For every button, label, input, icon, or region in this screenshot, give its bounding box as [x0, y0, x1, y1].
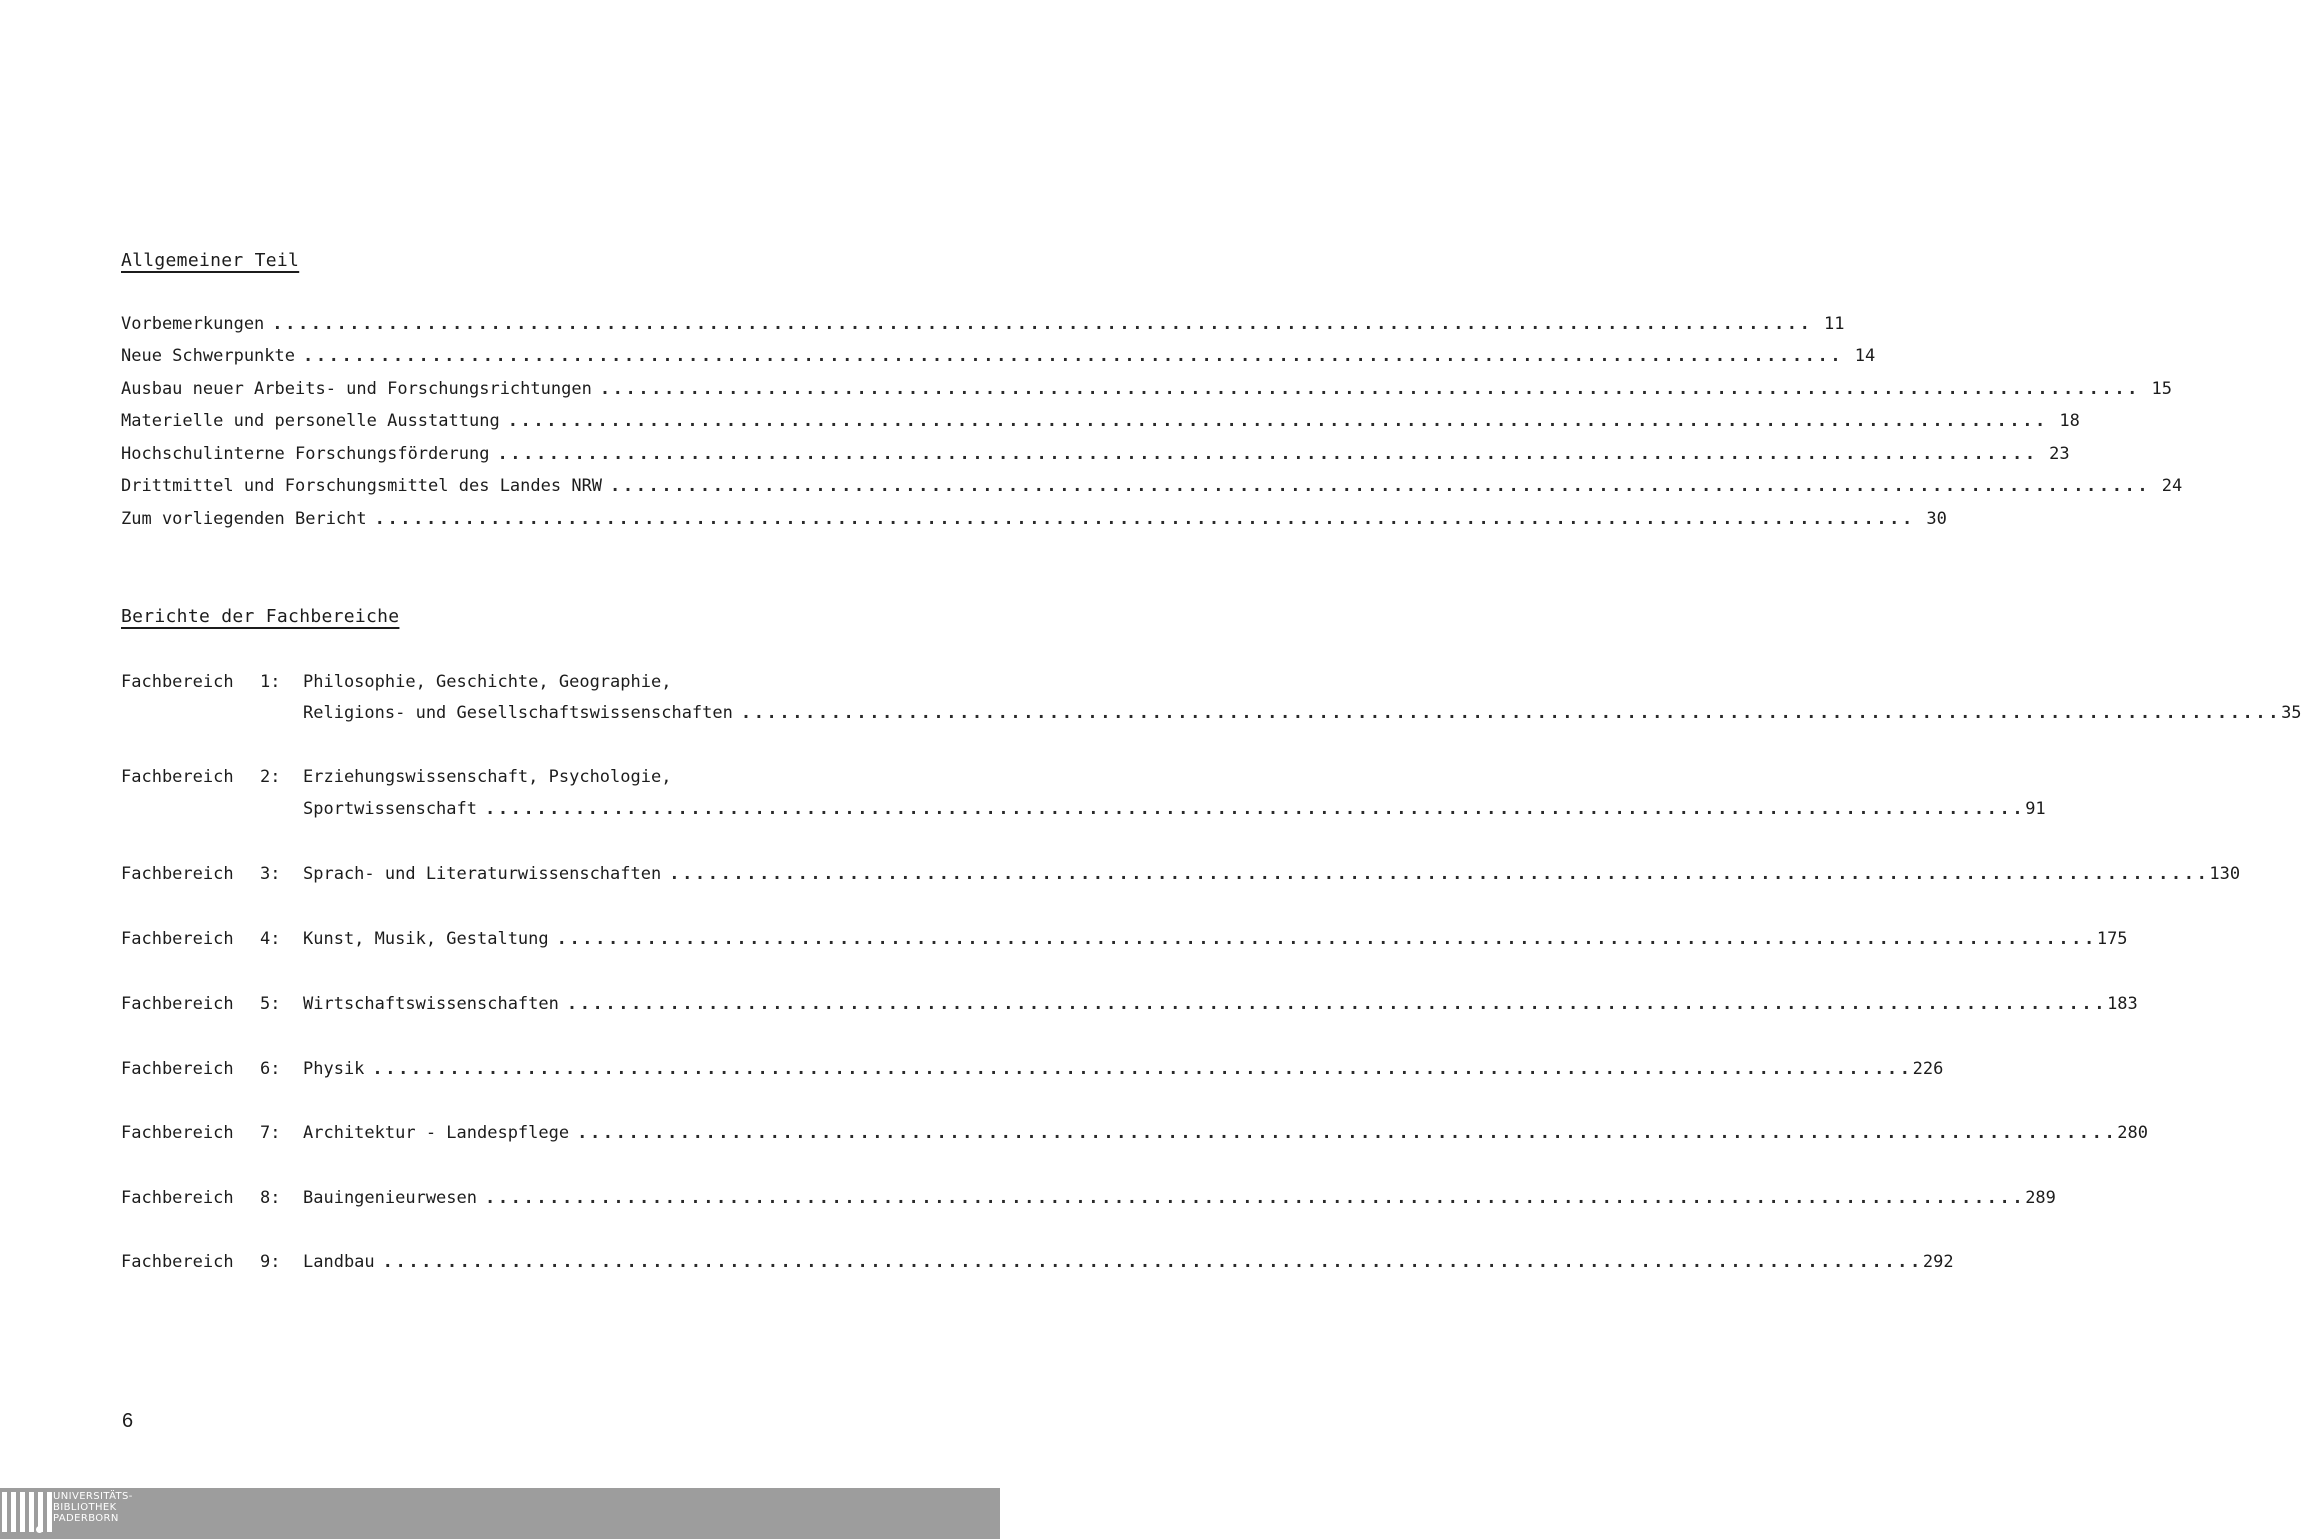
department-title: Physik — [303, 1059, 365, 1079]
department-number: 8: — [260, 1188, 281, 1208]
dot-leader: ........................................................................................................................ — [497, 444, 2038, 464]
department-title: Architektur - Landespflege — [303, 1123, 570, 1143]
department-entry — [303, 799, 2046, 823]
department-number: 1: — [260, 672, 281, 692]
toc-entry-page: 18 — [2059, 411, 2080, 431]
dot-leader: ........................................................................................................................ — [566, 994, 2108, 1014]
toc-entry — [121, 314, 1845, 338]
toc-entry-label: Zum vorliegenden Bericht — [121, 509, 367, 529]
department-page: 289 — [2025, 1188, 2056, 1208]
department-entry — [303, 929, 2128, 953]
toc-entry — [121, 346, 1876, 370]
dot-leader: ........................................................................................................................ — [577, 1123, 2118, 1143]
department-entry — [303, 1188, 2056, 1212]
toc-entry-label: Neue Schwerpunkte — [121, 346, 295, 366]
department-label: Fachbereich — [121, 929, 234, 949]
department-label: Fachbereich — [121, 767, 234, 787]
department-label: Fachbereich — [121, 1252, 234, 1272]
department-label: Fachbereich — [121, 672, 234, 692]
department-page: 130 — [2209, 864, 2241, 884]
logo-line: UNIVERSITÄTS- — [53, 1491, 133, 1502]
department-title: Bauingenieurwesen — [303, 1188, 477, 1208]
library-logo-icon — [2, 1492, 52, 1536]
department-entry — [303, 1059, 1944, 1083]
department-title: Religions- und Gesellschaftswissenschaften — [303, 703, 733, 723]
dot-leader: ........................................................................................................................ — [485, 1188, 2026, 1208]
department-entry — [303, 1123, 2149, 1147]
toc-entry-label: Materielle und personelle Ausstattung — [121, 411, 500, 431]
toc-entry-page: 15 — [2151, 379, 2172, 399]
department-page: 91 — [2025, 799, 2046, 819]
toc-entry — [121, 444, 2070, 468]
dot-leader: ........................................................................................................................ — [272, 314, 1813, 334]
department-number: 4: — [260, 929, 281, 949]
toc-entry-label: Ausbau neuer Arbeits- und Forschungsrichtungen — [121, 379, 592, 399]
dot-leader: ........................................................................................................................ — [610, 476, 2151, 496]
department-label: Fachbereich — [121, 1123, 234, 1143]
library-logo-text — [53, 1491, 133, 1524]
toc-entry-label: Vorbemerkungen — [121, 314, 265, 334]
dot-leader: ........................................................................................................................ — [374, 509, 1915, 529]
dot-leader: ........................................................................................................................ — [507, 411, 2048, 431]
library-footer-bar — [0, 1488, 1000, 1539]
department-title-line1: Philosophie, Geschichte, Geographie, — [303, 672, 672, 692]
dot-leader: ........................................................................................................................ — [556, 929, 2097, 949]
toc-entry-label: Drittmittel und Forschungsmittel des Landes NRW — [121, 476, 603, 496]
toc-entry — [121, 411, 2080, 435]
department-title: Wirtschaftswissenschaften — [303, 994, 559, 1014]
dot-leader: ........................................................................................................................ — [599, 379, 2140, 399]
toc-entry-page: 14 — [1854, 346, 1876, 366]
department-entry — [303, 703, 2302, 727]
department-page: 292 — [1922, 1252, 1954, 1272]
department-title: Sprach- und Literaturwissenschaften — [303, 864, 662, 884]
department-entry — [303, 864, 2241, 888]
toc-entry-page: 23 — [2049, 444, 2070, 464]
toc-entry — [121, 379, 2172, 403]
dot-leader: ........................................................................................................................ — [740, 703, 2282, 723]
logo-line: PADERBORN — [53, 1513, 119, 1524]
department-title: Sportwissenschaft — [303, 799, 477, 819]
department-title: Kunst, Musik, Gestaltung — [303, 929, 549, 949]
department-entry — [303, 1252, 1954, 1276]
dot-leader: ........................................................................................................................ — [303, 346, 1844, 366]
page-number: 6 — [122, 1410, 134, 1432]
dot-leader: ........................................................................................................................ — [485, 799, 2026, 819]
department-entry — [303, 994, 2138, 1018]
dot-leader: ........................................................................................................................ — [382, 1252, 1923, 1272]
department-page: 183 — [2107, 994, 2138, 1014]
toc-entry — [121, 509, 1947, 533]
department-page: 226 — [1912, 1059, 1944, 1079]
department-number: 9: — [260, 1252, 281, 1272]
toc-entry-page: 24 — [2161, 476, 2183, 496]
department-number: 6: — [260, 1059, 281, 1079]
department-number: 2: — [260, 767, 281, 787]
toc-entry-page: 30 — [1926, 509, 1947, 529]
department-label: Fachbereich — [121, 1059, 234, 1079]
logo-dot-icon — [36, 1526, 43, 1533]
department-number: 7: — [260, 1123, 281, 1143]
department-label: Fachbereich — [121, 994, 234, 1014]
department-page: 280 — [2117, 1123, 2149, 1143]
toc-entry-page: 11 — [1824, 314, 1845, 334]
department-number: 3: — [260, 864, 281, 884]
dot-leader: ........................................................................................................................ — [372, 1059, 1913, 1079]
toc-entry-label: Hochschulinterne Forschungsförderung — [121, 444, 490, 464]
logo-line: BIBLIOTHEK — [53, 1502, 117, 1513]
department-title-line1: Erziehungswissenschaft, Psychologie, — [303, 767, 672, 787]
dot-leader: ........................................................................................................................ — [669, 864, 2210, 884]
department-page: 35 — [2281, 703, 2302, 723]
section-heading-general: Allgemeiner Teil — [121, 250, 300, 271]
department-label: Fachbereich — [121, 1188, 234, 1208]
toc-entry — [121, 476, 2183, 500]
department-page: 175 — [2096, 929, 2128, 949]
department-number: 5: — [260, 994, 281, 1014]
section-heading-departments: Berichte der Fachbereiche — [121, 606, 400, 627]
department-title: Landbau — [303, 1252, 375, 1272]
department-label: Fachbereich — [121, 864, 234, 884]
